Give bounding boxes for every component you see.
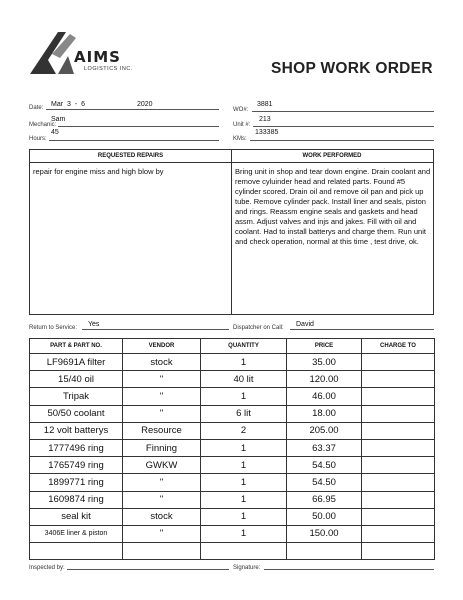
vendor-cell[interactable]: GWKW xyxy=(123,457,201,474)
charge-to-cell[interactable] xyxy=(362,388,435,405)
vendor-cell[interactable]: Finning xyxy=(123,439,201,456)
mechanic-value[interactable]: Sam xyxy=(51,116,66,123)
vendor-cell[interactable]: stock xyxy=(123,354,201,371)
return-to-service-field xyxy=(29,319,229,331)
company-logo xyxy=(28,30,138,78)
requested-repairs-text[interactable]: repair for engine miss and high blow by xyxy=(33,167,164,176)
inspected-by-label: Inspected by: xyxy=(29,565,65,571)
dispatcher-value[interactable]: David xyxy=(296,321,314,328)
charge-to-cell[interactable] xyxy=(362,405,435,422)
table-row xyxy=(30,543,435,560)
column-header-price: PRICE xyxy=(287,339,362,354)
logo-name: AIMS xyxy=(74,48,121,66)
quantity-cell[interactable]: 1 xyxy=(201,491,287,508)
dispatcher-label: Dispatcher on Call: xyxy=(233,325,284,331)
charge-to-cell[interactable] xyxy=(362,439,435,456)
parts-table xyxy=(29,338,435,560)
dispatcher-field xyxy=(233,319,434,331)
kms-value[interactable]: 133385 xyxy=(255,129,279,136)
quantity-cell[interactable]: 1 xyxy=(201,388,287,405)
vendor-cell[interactable]: " xyxy=(123,371,201,388)
table-row xyxy=(30,525,435,542)
price-cell[interactable]: 54.50 xyxy=(287,474,362,491)
signature-label: Signature: xyxy=(233,565,261,571)
hours-field xyxy=(29,130,219,142)
column-header-vendor: VENDOR xyxy=(123,339,201,354)
column-header-charge-to: CHARGE TO xyxy=(362,339,435,354)
vendor-cell[interactable]: " xyxy=(123,388,201,405)
quantity-cell[interactable]: 1 xyxy=(201,474,287,491)
table-row xyxy=(30,474,435,491)
part-cell[interactable]: LF9691A filter xyxy=(30,354,123,371)
table-row xyxy=(30,457,435,474)
quantity-cell[interactable]: 6 lit xyxy=(201,405,287,422)
table-row xyxy=(30,422,435,439)
part-cell[interactable]: 1777496 ring xyxy=(30,439,123,456)
price-cell[interactable]: 18.00 xyxy=(287,405,362,422)
table-row xyxy=(30,508,435,525)
price-cell[interactable]: 150.00 xyxy=(287,525,362,542)
return-to-service-value[interactable]: Yes xyxy=(88,321,100,328)
table-row xyxy=(30,388,435,405)
part-cell[interactable]: 50/50 coolant xyxy=(30,405,123,422)
wo-value[interactable]: 3881 xyxy=(257,101,273,108)
part-cell[interactable]: 1765749 ring xyxy=(30,457,123,474)
charge-to-cell[interactable] xyxy=(362,371,435,388)
price-cell[interactable]: 63.37 xyxy=(287,439,362,456)
part-cell[interactable]: 15/40 oil xyxy=(30,371,123,388)
signature-field xyxy=(233,559,434,571)
inspected-by-field xyxy=(29,559,229,571)
hours-label: Hours: xyxy=(29,136,47,142)
charge-to-cell[interactable] xyxy=(362,354,435,371)
price-cell[interactable]: 46.00 xyxy=(287,388,362,405)
price-cell[interactable] xyxy=(287,543,362,560)
quantity-cell[interactable]: 2 xyxy=(201,422,287,439)
quantity-cell[interactable]: 1 xyxy=(201,354,287,371)
charge-to-cell[interactable] xyxy=(362,508,435,525)
part-cell[interactable]: 3406E liner & piston xyxy=(30,525,123,542)
vendor-cell[interactable]: " xyxy=(123,491,201,508)
part-cell[interactable]: 1609874 ring xyxy=(30,491,123,508)
kms-label: KMs: xyxy=(233,136,247,142)
date-value[interactable]: Mar 3 - 6 xyxy=(51,101,86,108)
table-row xyxy=(30,371,435,388)
vendor-cell[interactable]: " xyxy=(123,405,201,422)
vendor-cell[interactable]: " xyxy=(123,525,201,542)
mechanic-field xyxy=(29,116,219,128)
kms-field xyxy=(233,130,434,142)
wo-label: WO#: xyxy=(233,107,249,113)
price-cell[interactable]: 35.00 xyxy=(287,354,362,371)
requested-repairs-header: REQUESTED REPAIRS xyxy=(30,150,231,163)
vendor-cell[interactable]: Resource xyxy=(123,422,201,439)
price-cell[interactable]: 205.00 xyxy=(287,422,362,439)
quantity-cell[interactable]: 1 xyxy=(201,439,287,456)
logo-subtitle: LOGISTICS INC. xyxy=(84,66,133,72)
charge-to-cell[interactable] xyxy=(362,491,435,508)
quantity-cell[interactable]: 1 xyxy=(201,508,287,525)
part-cell[interactable]: 12 volt batterys xyxy=(30,422,123,439)
repairs-section xyxy=(29,149,434,315)
charge-to-cell[interactable] xyxy=(362,543,435,560)
part-cell[interactable]: Tripak xyxy=(30,388,123,405)
mechanic-label: Mechanic: xyxy=(29,122,57,128)
parts-table-header-row xyxy=(30,339,435,354)
part-cell[interactable] xyxy=(30,543,123,560)
part-cell[interactable]: seal kit xyxy=(30,508,123,525)
wo-number-field xyxy=(233,101,434,113)
work-performed-header: WORK PERFORMED xyxy=(231,150,433,163)
unit-number-field xyxy=(233,116,434,128)
date-year[interactable]: 2020 xyxy=(137,101,153,108)
charge-to-cell[interactable] xyxy=(362,457,435,474)
table-row xyxy=(30,405,435,422)
price-cell[interactable]: 66.95 xyxy=(287,491,362,508)
vendor-cell[interactable] xyxy=(123,543,201,560)
table-row xyxy=(30,354,435,371)
hours-value[interactable]: 45 xyxy=(51,129,59,136)
table-row xyxy=(30,439,435,456)
column-header-part: PART & PART NO. xyxy=(30,339,123,354)
column-header-quantity: QUANTITY xyxy=(201,339,287,354)
quantity-cell[interactable]: 1 xyxy=(201,525,287,542)
unit-value[interactable]: 213 xyxy=(259,116,271,123)
charge-to-cell[interactable] xyxy=(362,422,435,439)
unit-label: Unit #: xyxy=(233,122,251,128)
price-cell[interactable]: 54.50 xyxy=(287,457,362,474)
date-label: Date: xyxy=(29,105,44,111)
repairs-divider xyxy=(231,150,232,314)
charge-to-cell[interactable] xyxy=(362,474,435,491)
part-cell[interactable]: 1899771 ring xyxy=(30,474,123,491)
work-performed-text[interactable]: Bring unit in shop and tear down engine. Drain coolant and remove cyluinder head and related parts. Found #5 cylinder scored. Drain oil and remove oil pan and pick up tube. Remove cylinder pack. Install liner and seals, piston and rings. Reassm engine seals and gaskets and head assm. Adjust valves and injs and jakes. Fill with oil and coolant. Had to install batterys and charge them. Run unit and check operation, normal at this time , test drive, ok. xyxy=(235,167,431,246)
table-row xyxy=(30,491,435,508)
vendor-cell[interactable]: " xyxy=(123,474,201,491)
vendor-cell[interactable]: stock xyxy=(123,508,201,525)
quantity-cell[interactable]: 1 xyxy=(201,457,287,474)
quantity-cell[interactable]: 40 lit xyxy=(201,371,287,388)
quantity-cell[interactable] xyxy=(201,543,287,560)
price-cell[interactable]: 50.00 xyxy=(287,508,362,525)
page-title: SHOP WORK ORDER xyxy=(271,60,433,77)
return-to-service-label: Return to Service: xyxy=(29,325,78,331)
date-field xyxy=(29,99,219,111)
price-cell[interactable]: 120.00 xyxy=(287,371,362,388)
charge-to-cell[interactable] xyxy=(362,525,435,542)
